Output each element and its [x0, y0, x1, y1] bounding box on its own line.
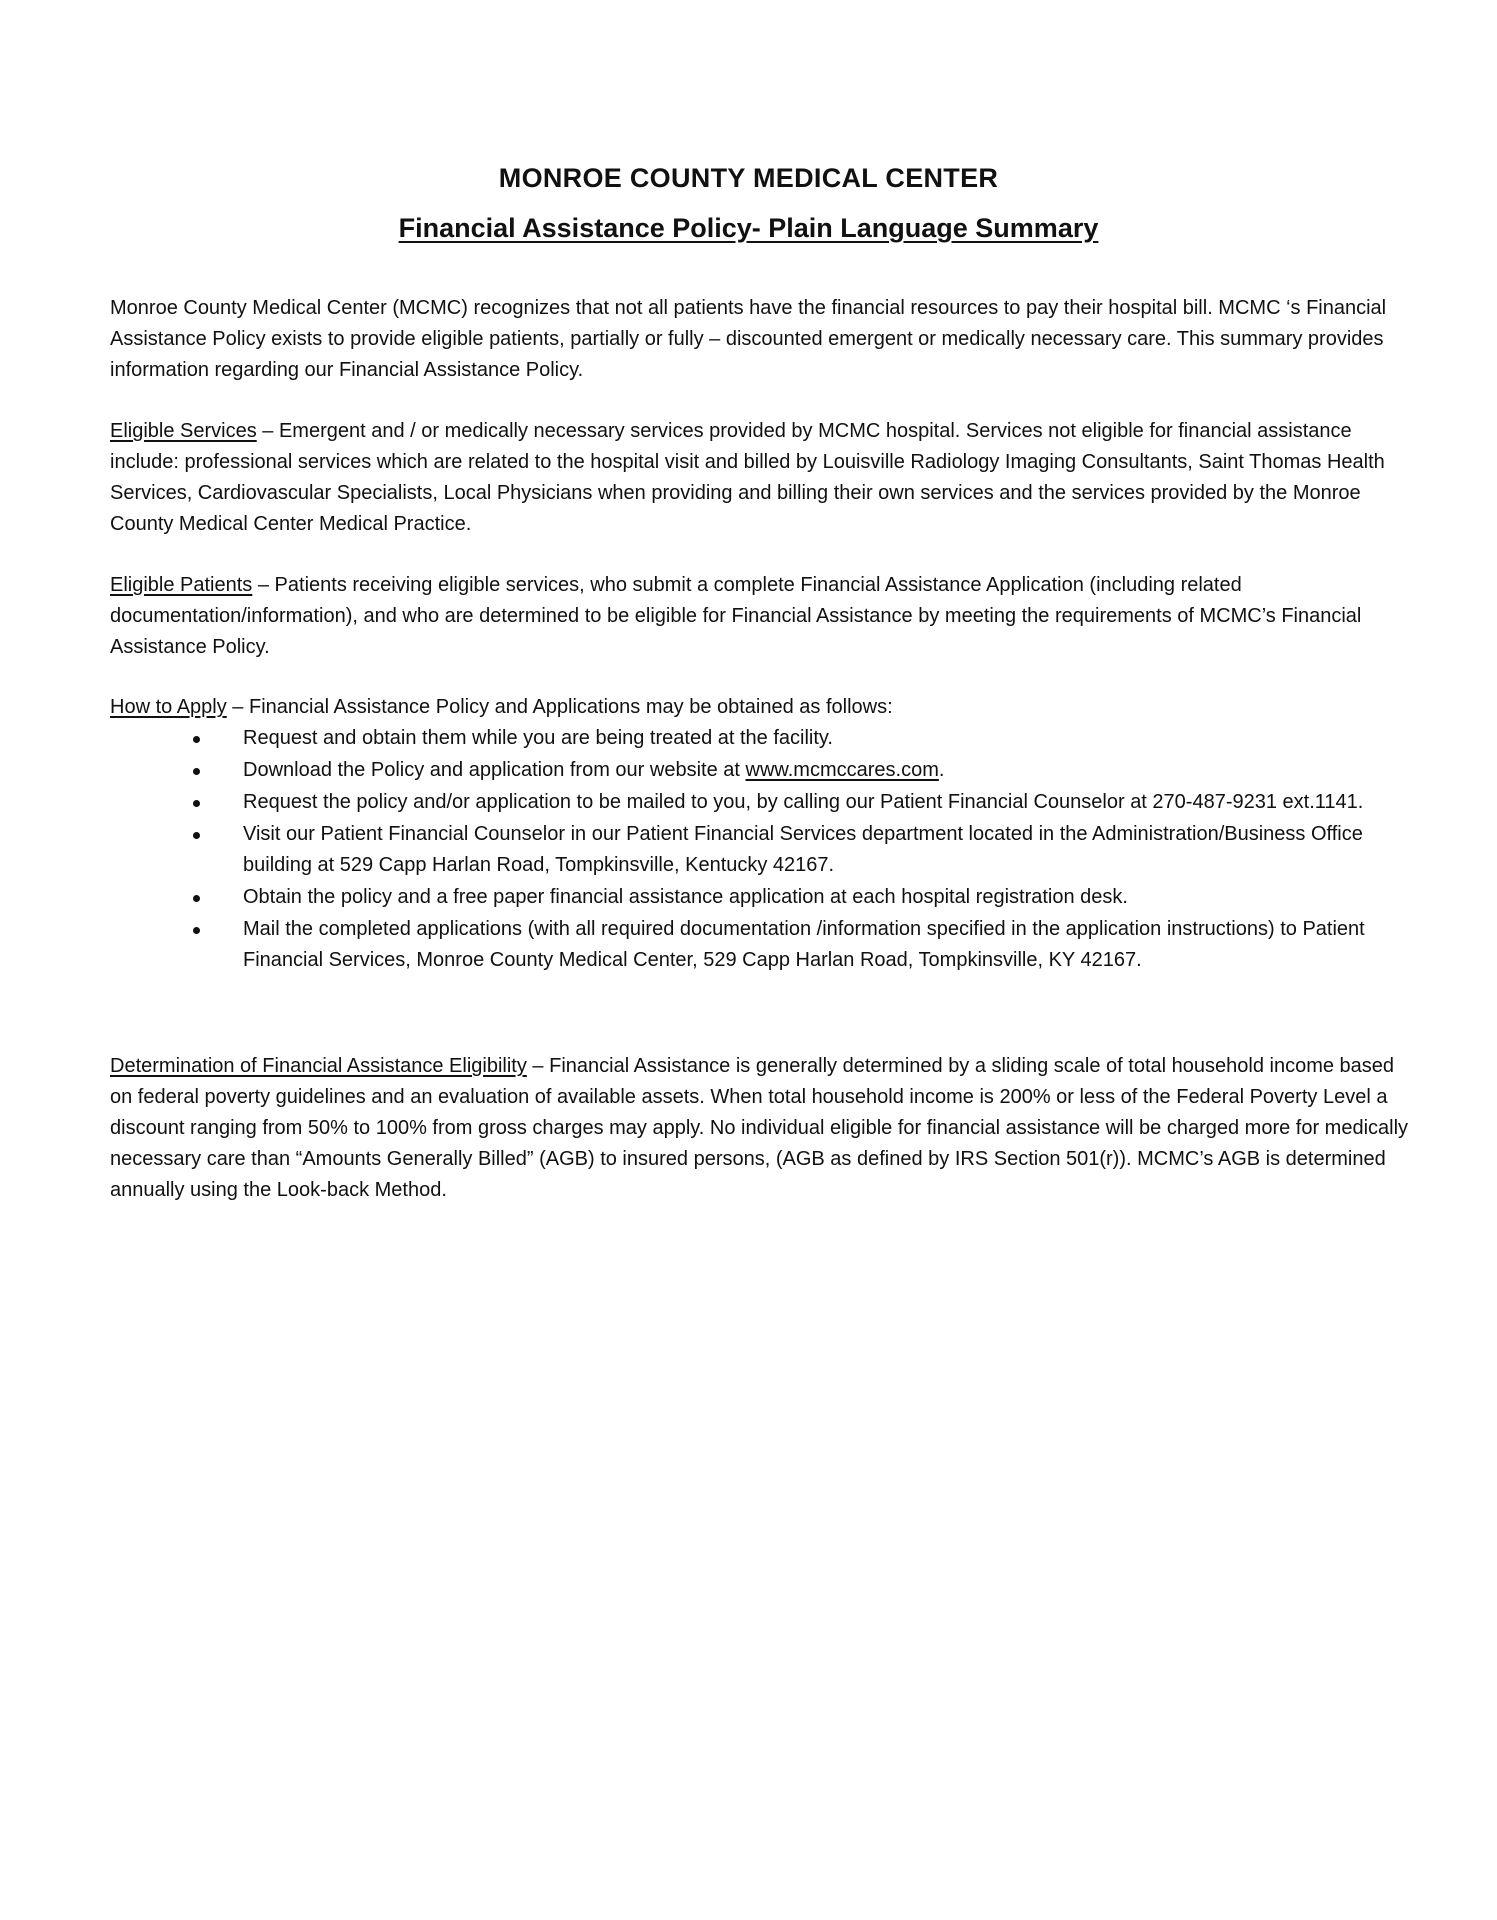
list-item: [195, 787, 1410, 818]
list-item-text: Request the policy and/or application to be mailed to you, by calling our Patient Financial Counselor at 270-487-9231 ext.1141.: [243, 791, 1364, 813]
how-to-apply-text: – Financial Assistance Policy and Applications may be obtained as follows:: [226, 696, 893, 718]
bullet-icon: [193, 736, 200, 743]
subtitle-text: Financial Assistance Policy- Plain Language Summary: [398, 213, 1099, 243]
bullet-icon: [193, 927, 200, 934]
list-item: [195, 723, 1410, 754]
determination-text: – Financial Assistance is generally determined by a sliding scale of total household income based on federal poverty guidelines and an evaluation of available assets. When total household income is 200% or less of the Federal Poverty Level a discount ranging from 50% to 100% from gross charges may apply. No individual eligible for financial assistance will be charged more for medically necessary care than “Amounts Generally Billed” (AGB) to insured persons, (AGB as defined by IRS Section 501(r)). MCMC’s AGB is determined annually using the Look-back Method.: [110, 1055, 1409, 1201]
bullet-icon: [193, 832, 200, 839]
list-item-text: Mail the completed applications (with all required documentation /information specified in the application instructions) to Patient Financial Services, Monroe County Medical Center, 529 Capp Harlan Road, Tompkinsville, KY 42167.: [243, 918, 1365, 971]
bullet-icon: [193, 768, 200, 775]
how-to-apply-heading: How to Apply: [110, 696, 227, 718]
bullet-icon: [193, 895, 200, 902]
eligible-patients-text: – Patients receiving eligible services, who submit a complete Financial Assistance Application (including related documentation/information), and who are determined to be eligible for Financial Assistance by meeting the requirements of MCMC’s Financial Assistance Policy.: [110, 574, 1362, 658]
how-to-apply-paragraph: [110, 692, 1410, 723]
list-item-text: Visit our Patient Financial Counselor in our Patient Financial Services department located in the Administration/Business Office building at 529 Capp Harlan Road, Tompkinsville, Kentucky 42167.: [243, 823, 1363, 876]
determination-paragraph: [110, 1051, 1410, 1206]
list-item-text-prefix: Download the Policy and application from our website at: [243, 759, 746, 781]
document-title: MONROE COUNTY MEDICAL CENTER: [498, 163, 999, 193]
eligible-patients-heading: Eligible Patients: [110, 574, 253, 596]
eligible-patients-paragraph: [110, 570, 1410, 663]
list-item-text: Request and obtain them while you are being treated at the facility.: [243, 727, 833, 749]
how-to-apply-list: [195, 723, 1410, 977]
eligible-services-heading: Eligible Services: [110, 420, 257, 442]
eligible-services-paragraph: [110, 416, 1410, 540]
list-item: [195, 914, 1410, 976]
list-item-text: [243, 755, 1410, 786]
intro-paragraph: Monroe County Medical Center (MCMC) recognizes that not all patients have the financial resources to pay their hospital bill. MCMC ‘s Financial Assistance Policy exists to provide eligible patients, partially or fully – discounted emergent or medically necessary care. This summary provides information regarding our Financial Assistance Policy.: [110, 297, 1387, 381]
determination-heading: Determination of Financial Assistance Eligibility: [110, 1055, 527, 1077]
list-item-text: Obtain the policy and a free paper financial assistance application at each hospital registration desk.: [243, 886, 1128, 908]
website-suffix: .: [938, 759, 945, 781]
document-subtitle: [0, 213, 1497, 244]
bullet-icon: [193, 800, 200, 807]
eligible-services-text: – Emergent and / or medically necessary services provided by MCMC hospital. Services not eligible for financial assistance include: professional services which are related to the hospital visit and billed by Louisville Radiology Imaging Consultants, Saint Thomas Health Services, Cardiovascular Specialists, Local Physicians when providing and billing their own services and the services provided by the Monroe County Medical Center Medical Practice.: [110, 420, 1385, 535]
list-item: [195, 819, 1410, 881]
website-link[interactable]: www.mcmccares.com: [745, 759, 939, 781]
list-item: [195, 882, 1410, 913]
list-item: [195, 755, 1410, 786]
